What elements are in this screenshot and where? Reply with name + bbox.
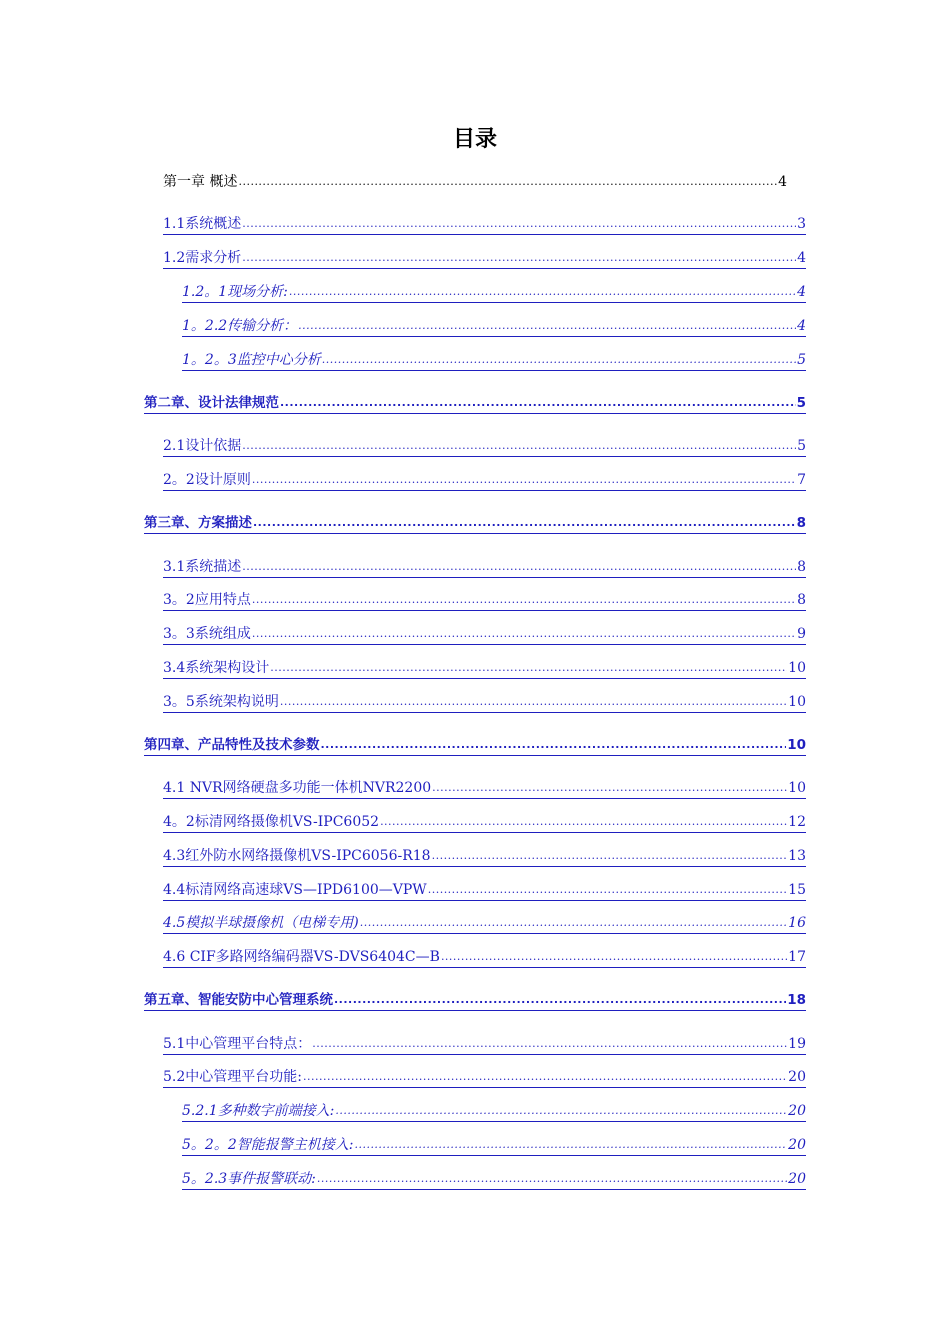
toc-entry-1-2[interactable]	[163, 249, 806, 269]
toc-entry-label: 第二章、设计法律规范	[144, 395, 279, 411]
toc-dot-leader	[432, 778, 787, 798]
toc-dot-leader	[441, 947, 787, 967]
toc-entry-label: 4.4标清网络高速球VS—IPD6100—VPW	[163, 882, 427, 898]
toc-dot-leader	[312, 1034, 787, 1054]
toc-entry-label: 1.2需求分析	[163, 250, 242, 266]
toc-entry-label: 4.3红外防水网络摄像机VS-IPC6056-R18	[163, 848, 431, 864]
toc-entry-page: 4	[797, 284, 806, 300]
toc-entry-4-1[interactable]	[163, 779, 806, 799]
toc-entry-page: 10	[787, 737, 806, 753]
toc-entry-page: 20	[788, 1103, 806, 1119]
toc-entry-4-2[interactable]	[163, 813, 806, 833]
toc-entry-5-1[interactable]	[163, 1035, 806, 1055]
toc-entry-3-1[interactable]	[163, 558, 806, 578]
toc-entry-label: 5.1中心管理平台特点：	[163, 1036, 312, 1052]
toc-entry-5-2-2[interactable]	[182, 1136, 806, 1156]
toc-entry-page: 20	[788, 1171, 806, 1187]
toc-entry-page: 5	[796, 395, 806, 411]
toc-entry-label: 第四章、产品特性及技术参数	[144, 737, 320, 753]
toc-entry-page: 10	[788, 780, 806, 796]
toc-dot-leader	[242, 248, 796, 268]
toc-entry-page: 10	[788, 660, 806, 676]
toc-dot-leader	[289, 282, 796, 302]
toc-entry-label: 5.2.1多种数字前端接入:	[182, 1103, 335, 1119]
toc-entry-label: 3。2应用特点	[163, 592, 251, 608]
toc-entry-page: 4	[797, 318, 806, 334]
toc-dot-leader	[253, 513, 796, 533]
toc-dot-leader	[298, 316, 796, 336]
toc-entry-label: 1。2.2传输分析：	[182, 318, 298, 334]
toc-entry-label: 第五章、智能安防中心管理系统	[144, 992, 333, 1008]
toc-entry-5-2-3[interactable]	[182, 1170, 806, 1190]
toc-entry-label: 3.1系统描述	[163, 559, 242, 575]
toc-dot-leader	[270, 658, 787, 678]
toc-entry-chapter-1[interactable]	[163, 172, 787, 192]
toc-entry-5-2-1[interactable]	[182, 1102, 806, 1122]
toc-entry-4-5[interactable]	[163, 914, 806, 934]
toc-entry-1-2-2[interactable]	[182, 317, 806, 337]
toc-entry-page: 5	[797, 438, 806, 454]
toc-dot-leader	[360, 913, 787, 933]
toc-entry-chapter-2[interactable]	[144, 394, 806, 414]
toc-entry-label: 第三章、方案描述	[144, 515, 252, 531]
toc-dot-leader	[303, 1067, 787, 1087]
toc-entry-3-3[interactable]	[163, 625, 806, 645]
toc-entry-1-2-3[interactable]	[182, 351, 806, 371]
toc-entry-page: 8	[797, 559, 806, 575]
toc-entry-page: 17	[788, 949, 806, 965]
toc-dot-leader	[280, 692, 787, 712]
toc-entry-page: 15	[788, 882, 806, 898]
toc-entry-page: 3	[797, 216, 806, 232]
toc-entry-label: 3。3系统组成	[163, 626, 251, 642]
toc-entry-page: 10	[788, 694, 806, 710]
toc-entry-4-4[interactable]	[163, 881, 806, 901]
toc-entry-page: 18	[787, 992, 806, 1008]
toc-dot-leader	[321, 735, 787, 755]
toc-entry-label: 1。2。3监控中心分析	[182, 352, 321, 368]
toc-entry-label: 5。2.3事件报警联动:	[182, 1171, 316, 1187]
toc-entry-label: 5。2。2智能报警主机接入:	[182, 1137, 354, 1153]
toc-entry-1-2-1[interactable]	[182, 283, 806, 303]
toc-dot-leader	[252, 624, 796, 644]
toc-entry-label: 4.1 NVR网络硬盘多功能一体机NVR2200	[163, 780, 432, 796]
toc-dot-leader	[252, 590, 796, 610]
toc-dot-leader	[334, 990, 786, 1010]
toc-entry-5-2[interactable]	[163, 1068, 806, 1088]
toc-dot-leader	[280, 393, 796, 413]
toc-dot-leader	[238, 172, 777, 192]
toc-entry-label: 4.6 CIF多路网络编码器VS-DVS6404C—B	[163, 949, 440, 965]
toc-entry-page: 8	[797, 592, 806, 608]
toc-entry-page: 20	[788, 1137, 806, 1153]
toc-entry-3-2[interactable]	[163, 591, 806, 611]
toc-entry-label: 第一章 概述	[163, 174, 238, 190]
toc-dot-leader	[317, 1169, 787, 1189]
toc-entry-label: 5.2中心管理平台功能:	[163, 1069, 302, 1085]
toc-entry-chapter-3[interactable]	[144, 514, 806, 534]
toc-dot-leader	[428, 880, 787, 900]
toc-dot-leader	[335, 1101, 787, 1121]
toc-entry-page: 4	[797, 250, 806, 266]
toc-entry-label: 1.1系统概述	[163, 216, 242, 232]
toc-entry-chapter-5[interactable]	[144, 991, 806, 1011]
toc-dot-leader	[242, 214, 796, 234]
toc-entry-page: 4	[778, 174, 787, 190]
toc-entry-page: 13	[788, 848, 806, 864]
toc-entry-page: 8	[796, 515, 806, 531]
toc-entry-label: 4.5模拟半球摄像机（电梯专用)	[163, 915, 359, 931]
toc-entry-label: 3.4系统架构设计	[163, 660, 270, 676]
toc-dot-leader	[432, 846, 788, 866]
toc-entry-label: 3。5系统架构说明	[163, 694, 279, 710]
toc-entry-chapter-4[interactable]	[144, 736, 806, 756]
toc-entry-label: 1.2。1现场分析:	[182, 284, 288, 300]
toc-dot-leader	[242, 436, 796, 456]
toc-entry-4-3[interactable]	[163, 847, 806, 867]
toc-entry-page: 9	[797, 626, 806, 642]
toc-entry-label: 2.1设计依据	[163, 438, 242, 454]
toc-entry-4-6[interactable]	[163, 948, 806, 968]
toc-entry-3-4[interactable]	[163, 659, 806, 679]
toc-entry-page: 7	[797, 472, 806, 488]
toc-entry-label: 2。2设计原则	[163, 472, 251, 488]
page-title: 目录	[452, 127, 497, 152]
toc-dot-leader	[380, 812, 787, 832]
toc-dot-leader	[252, 470, 796, 490]
toc-dot-leader	[354, 1135, 787, 1155]
toc-entry-1-1[interactable]	[163, 215, 806, 235]
toc-entry-page: 5	[797, 352, 806, 368]
toc-entry-page: 19	[788, 1036, 806, 1052]
toc-entry-label: 4。2标清网络摄像机VS-IPC6052	[163, 814, 380, 830]
toc-dot-leader	[242, 557, 796, 577]
toc-entry-2-1[interactable]	[163, 437, 806, 457]
toc-entry-3-5[interactable]	[163, 693, 806, 713]
toc-entry-page: 12	[788, 814, 806, 830]
toc-dot-leader	[322, 350, 796, 370]
toc-entry-page: 16	[788, 915, 806, 931]
toc-entry-2-2[interactable]	[163, 471, 806, 491]
toc-entry-page: 20	[788, 1069, 806, 1085]
